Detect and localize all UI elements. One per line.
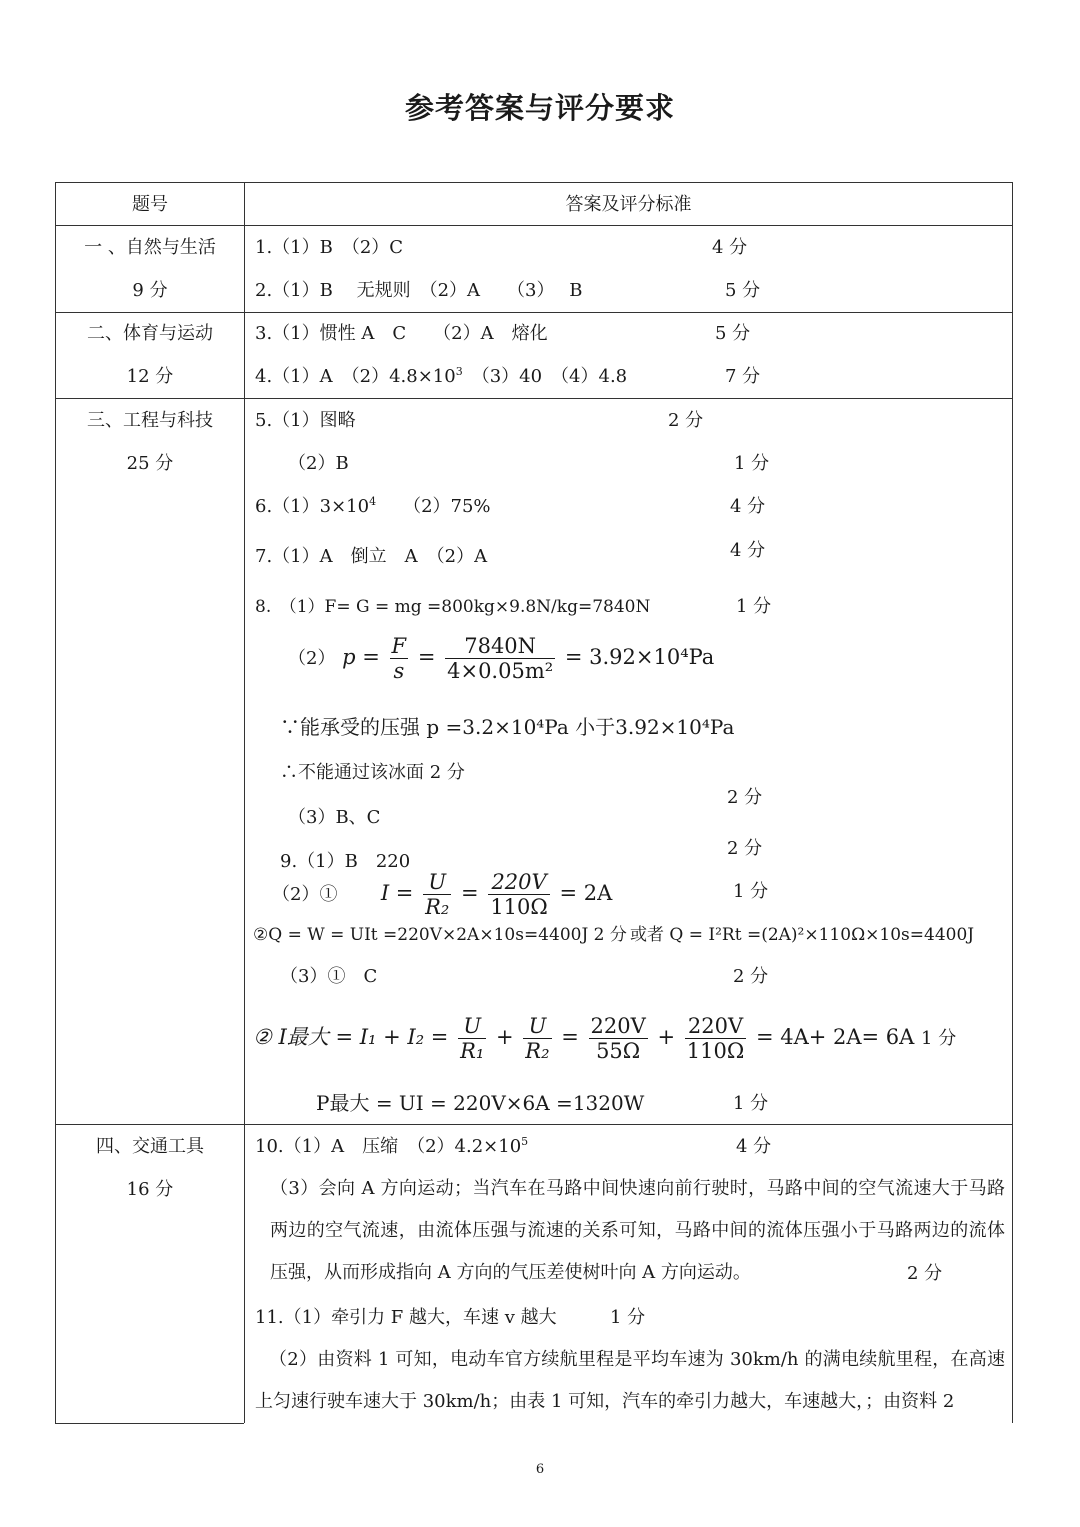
- answer-text: 4.（1）A （2）4.8×10: [255, 366, 456, 387]
- section-name: 一 、自然与生活: [84, 237, 216, 258]
- formula-pressure: [288, 630, 714, 686]
- score: 7 分: [725, 366, 761, 387]
- exponent: 3: [455, 365, 463, 378]
- fraction: [589, 1014, 648, 1063]
- score: 2 分: [733, 966, 769, 987]
- score: 4 分: [730, 496, 766, 517]
- section-points: 9 分: [132, 280, 168, 301]
- column-header-answers: 答案及评分标准: [565, 194, 692, 215]
- exponent: 5: [521, 1135, 529, 1148]
- formula-max-power: P最大 = UI = 220V×6A =1320W: [316, 1091, 645, 1115]
- numerator: U: [423, 870, 451, 895]
- score: 1 分: [610, 1307, 646, 1328]
- formula-current: [272, 866, 612, 922]
- score: 2 分: [727, 838, 763, 859]
- answer-text: 10.（1）A 压缩 （2）4.2×10: [255, 1136, 522, 1157]
- math-text: +: [496, 1025, 514, 1049]
- score: 5 分: [725, 280, 761, 301]
- score: 2 分: [668, 410, 704, 431]
- answer-paragraph: [270, 1168, 1005, 1294]
- column-header-number: 题号: [132, 194, 168, 215]
- score: 1 分: [733, 1093, 769, 1114]
- score: 1 分: [736, 596, 772, 617]
- denominator: 55Ω: [596, 1039, 641, 1063]
- fraction: [523, 1014, 551, 1063]
- table-divider: [55, 1124, 1013, 1125]
- math-text: =: [417, 645, 436, 669]
- math-text: ② I最大 = I₁ + I₂ =: [253, 1025, 449, 1049]
- table-divider: [55, 398, 1013, 399]
- answer-line: 5.（1）图略: [255, 410, 356, 431]
- answer-line: （3）① C: [280, 966, 378, 987]
- numerator: 220V: [590, 1014, 646, 1038]
- math-text: +: [657, 1025, 676, 1049]
- table-divider: [55, 312, 1013, 313]
- answer-line: 1.（1）B （2）C: [255, 237, 404, 258]
- numerator: U: [458, 1014, 486, 1039]
- numerator: 220V: [488, 870, 550, 895]
- answer-line: 7.（1）A 倒立 A （2）A: [255, 546, 488, 567]
- page-title: 参考答案与评分要求: [404, 91, 675, 125]
- score: 4 分: [730, 540, 766, 561]
- answer-line: 8. （1）F= G = mg =800kg×9.8N/kg=7840N: [255, 597, 651, 617]
- denominator: R₂: [525, 1039, 550, 1063]
- fraction: [685, 1014, 747, 1063]
- section-name: 四、交通工具: [96, 1136, 204, 1157]
- denominator: 110Ω: [686, 1039, 745, 1063]
- answer-line: [255, 496, 491, 518]
- math-text: =: [461, 881, 479, 905]
- sub-label: （2）①: [272, 884, 338, 905]
- answer-line: （3）B、C: [288, 807, 381, 828]
- answer-line: 2.（1）B 无规则 （2）A （3） B: [255, 280, 583, 301]
- section-name: 三、工程与科技: [87, 410, 213, 431]
- numerator: U: [523, 1014, 551, 1039]
- page-number: 6: [535, 1462, 545, 1477]
- table-border-top: [55, 182, 1013, 183]
- answer-line: 或者 Q = I²Rt =(2A)²×110Ω×10s=4400J: [630, 925, 975, 945]
- answer-line: 9.（1）B 220: [280, 851, 411, 872]
- denominator: R₂: [425, 895, 450, 919]
- math-text: = 4A+ 2A= 6A: [755, 1025, 915, 1049]
- math-text: =: [561, 1025, 579, 1049]
- numerator: 7840N: [445, 634, 555, 659]
- paragraph-text: （3）会向 A 方向运动；当汽车在马路中间快速向前行驶时，马路中间的空气流速大于马路两边的空气流速，由流体压强与流速的关系可知，马路中间的流体压强小于马路两边的流体压强，从而形成指向 A 方向的气压差使树叶向 A 方向运动。: [270, 1178, 1005, 1283]
- paragraph-text: （2）由资料 1 可知，电动车官方续航里程是平均车速为 30km/h 的满电续航里程，在高速上匀速行驶车速大于 30km/h；由表 1 可知，汽车的牵引力越大，车速越大，；由资料 2: [255, 1349, 1005, 1412]
- exponent: 4: [369, 495, 377, 508]
- score: 1 分: [921, 1028, 957, 1049]
- math-text: = 3.92×10⁴Pa: [564, 645, 715, 669]
- answer-line: （2）B: [288, 453, 349, 474]
- formula-max-current: [253, 1010, 956, 1066]
- numerator: 220V: [685, 1014, 747, 1039]
- math-text: p =: [342, 645, 380, 669]
- answer-line: 3.（1）惯性 A C （2）A 熔化: [255, 323, 548, 344]
- answer-line: [255, 366, 627, 388]
- denominator: R₁: [460, 1039, 485, 1063]
- numerator: F: [391, 634, 407, 658]
- answer-line: [255, 1136, 528, 1158]
- score: 4 分: [712, 237, 748, 258]
- section-points: 16 分: [126, 1179, 174, 1200]
- fraction: [423, 870, 451, 919]
- answer-line: ②Q = W = UIt =220V×2A×10s=4400J 2 分: [253, 925, 627, 945]
- answer-paragraph: [255, 1339, 1005, 1423]
- answer-text: （3）40 （4）4.8: [462, 366, 628, 387]
- answer-line: ∵能承受的压强 p =3.2×10⁴Pa 小于3.92×10⁴Pa: [280, 715, 735, 739]
- score: 5 分: [715, 323, 751, 344]
- section-points: 12 分: [126, 366, 174, 387]
- score: 4 分: [736, 1136, 772, 1157]
- math-text: = 2A: [559, 881, 613, 905]
- section-points: 25 分: [126, 453, 174, 474]
- denominator: 4×0.05m²: [447, 659, 554, 683]
- column-divider: [244, 182, 245, 1423]
- denominator: s: [393, 659, 405, 683]
- fraction: [458, 1014, 486, 1063]
- sub-label: （2）: [288, 648, 336, 669]
- answer-text: （2）75%: [376, 496, 491, 517]
- fraction: [390, 634, 409, 683]
- math-text: I =: [380, 881, 414, 905]
- score: 1 分: [734, 453, 770, 474]
- score: 2 分: [907, 1263, 943, 1284]
- fraction: [488, 870, 550, 919]
- answer-line: ∴不能通过该冰面 2 分: [280, 762, 465, 783]
- section-name: 二、体育与运动: [87, 323, 213, 344]
- table-border-bottom: [55, 1423, 244, 1424]
- answer-line: 11.（1）牵引力 F 越大，车速 v 越大: [255, 1307, 557, 1328]
- table-border-right: [1012, 182, 1013, 1423]
- table-divider: [55, 225, 1013, 226]
- denominator: 110Ω: [490, 895, 548, 919]
- answer-text: 6.（1）3×10: [255, 496, 370, 517]
- fraction: [445, 634, 555, 683]
- score: 2 分: [727, 787, 763, 808]
- score: 1 分: [733, 881, 769, 902]
